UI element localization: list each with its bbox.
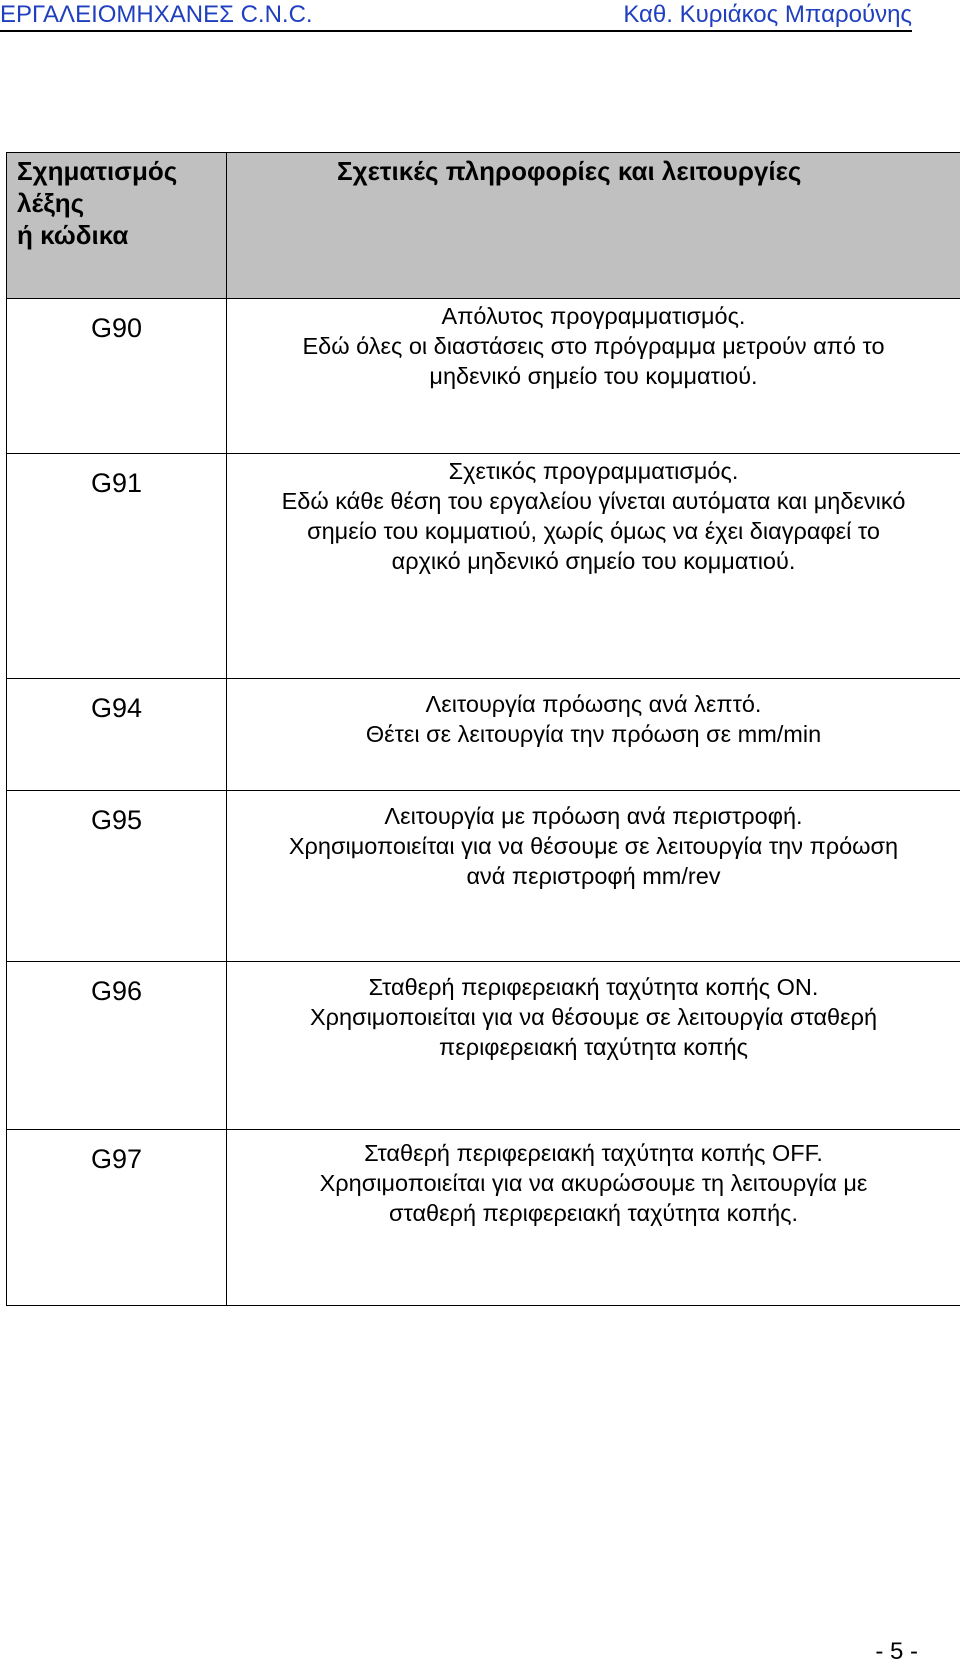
header-title: ΕΡΓΑΛΕΙΟΜΗΧΑΝΕΣ C.N.C. — [0, 1, 313, 28]
description-line: μηδενικό σημείο του κομματιού. — [429, 363, 758, 389]
description-cell — [227, 299, 960, 454]
header-author: Καθ. Κυριάκος Μπαρούνης — [623, 1, 912, 28]
code-cell — [7, 299, 227, 454]
description-line: Χρησιμοποιείται για να θέσουμε σε λειτουργία σταθερή — [309, 1004, 878, 1030]
header-code-line: Σχηματισμός — [17, 156, 178, 186]
description-line: Σταθερή περιφερειακή ταχύτητα κοπής OFF. — [364, 1140, 823, 1166]
header-cell-info: Σχετικές πληροφορίες και λειτουργίες — [227, 153, 960, 299]
table-row — [7, 791, 960, 962]
description-line: Θέτει σε λειτουργία την πρόωση σε mm/min — [365, 721, 822, 747]
description-line: Εδώ όλες οι διαστάσεις στο πρόγραμμα μετρούν από το — [302, 333, 885, 359]
header-code-line: λέξης — [17, 188, 85, 218]
code-cell — [7, 1130, 227, 1306]
description-cell — [227, 1130, 960, 1306]
header-code-line: ή κώδικα — [17, 220, 129, 250]
code-label: G94 — [90, 693, 143, 723]
code-label: G96 — [90, 976, 143, 1006]
table-row — [7, 299, 960, 454]
code-label: G97 — [90, 1144, 143, 1174]
description-cell — [227, 791, 960, 962]
table-row — [7, 1130, 960, 1306]
g-codes-table — [6, 152, 960, 1306]
code-label: G90 — [90, 313, 143, 343]
description-line: Απόλυτος προγραμματισμός. — [441, 303, 746, 329]
code-label: G91 — [90, 468, 143, 498]
table-row — [7, 962, 960, 1130]
header-cell-code — [7, 153, 227, 299]
description-line: Σχετικός προγραμματισμός. — [448, 458, 739, 484]
description-line: σημείο του κομματιού, χωρίς όμως να έχει διαγραφεί το — [307, 518, 880, 544]
description-line: Εδώ κάθε θέση του εργαλείου γίνεται αυτόματα και μηδενικό — [281, 488, 906, 514]
code-cell — [7, 791, 227, 962]
description-line: ανά περιστροφή mm/rev — [466, 863, 721, 889]
description-cell — [227, 679, 960, 791]
page-number: - 5 - — [875, 1638, 918, 1665]
description-line: Λειτουργία πρόωσης ανά λεπτό. — [425, 691, 762, 717]
description-line: Λειτουργία με πρόωση ανά περιστροφή. — [384, 803, 803, 829]
code-cell — [7, 962, 227, 1130]
description-line: Σταθερή περιφερειακή ταχύτητα κοπής ON. — [368, 974, 819, 1000]
description-line: Χρησιμοποιείται για να ακυρώσουμε τη λειτουργία με — [319, 1170, 868, 1196]
page-header — [0, 0, 912, 32]
description-line: σταθερή περιφερειακή ταχύτητα κοπής. — [388, 1200, 799, 1226]
description-line: περιφερειακή ταχύτητα κοπής — [439, 1034, 748, 1060]
code-cell — [7, 679, 227, 791]
table-row — [7, 679, 960, 791]
code-cell — [7, 454, 227, 679]
description-cell — [227, 454, 960, 679]
code-label: G95 — [90, 805, 143, 835]
table-row — [7, 454, 960, 679]
description-line: Χρησιμοποιείται για να θέσουμε σε λειτουργία την πρόωση — [288, 833, 899, 859]
description-line: αρχικό μηδενικό σημείο του κομματιού. — [391, 548, 796, 574]
description-cell — [227, 962, 960, 1130]
table-header-row — [7, 153, 960, 299]
